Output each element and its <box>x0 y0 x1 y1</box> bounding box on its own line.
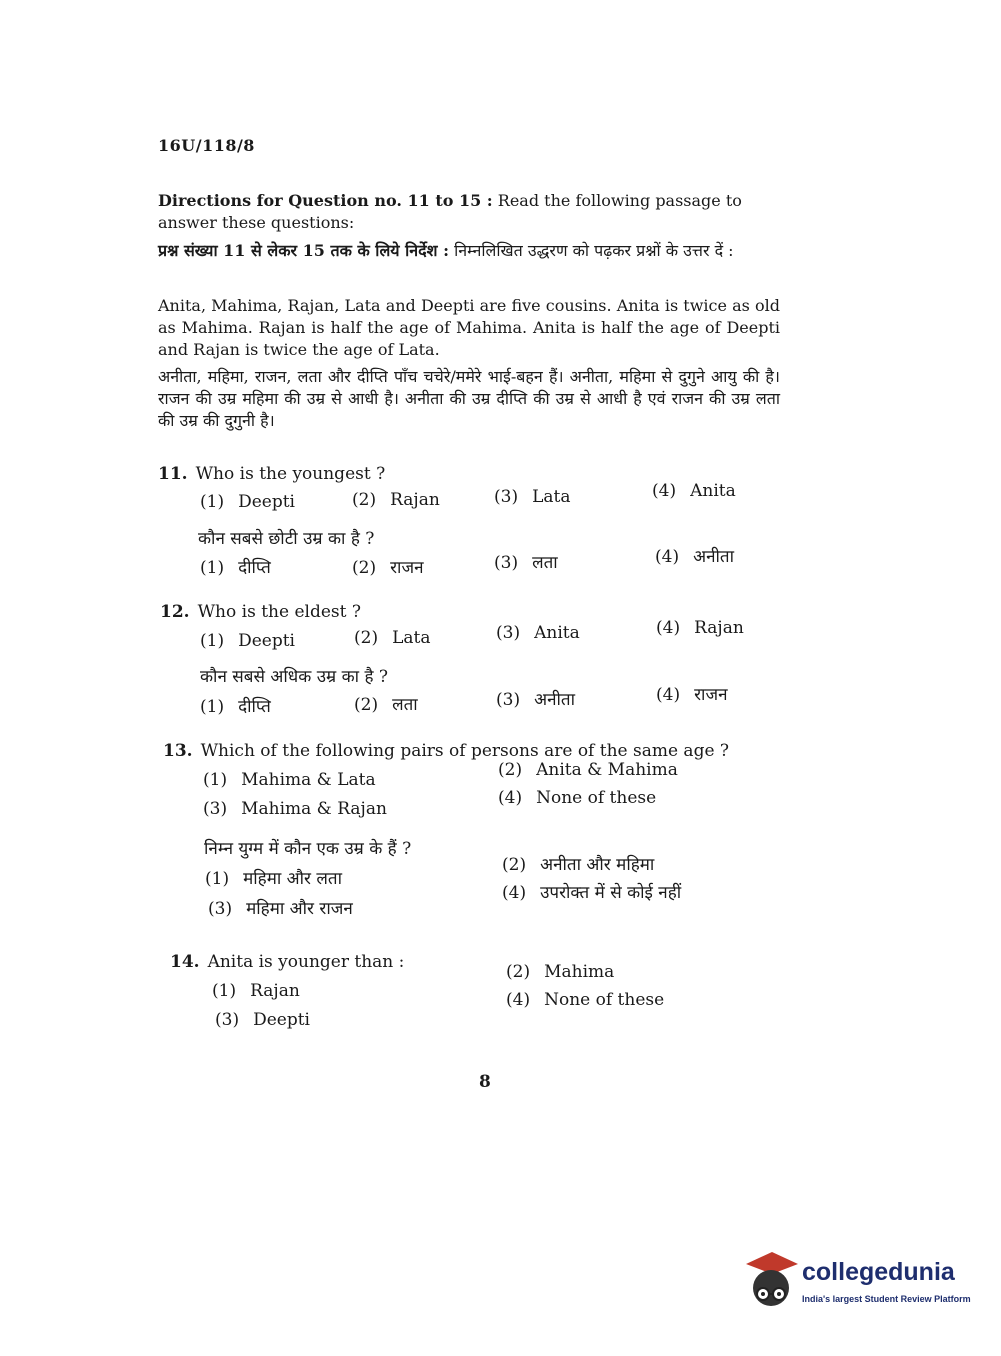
question-12-english <box>160 602 361 622</box>
question-text: Anita is younger than : <box>207 952 405 972</box>
q13-option-3: (3) Mahima & Rajan <box>203 799 387 819</box>
question-14-english <box>170 952 404 972</box>
q11-hindi-option-3: (3) लता <box>494 553 558 573</box>
q12-option-2: (2) Lata <box>354 628 431 648</box>
question-13-hindi: निम्न युग्म में कौन एक उम्र के हैं ? <box>204 839 412 859</box>
question-number: 11. <box>158 464 188 484</box>
question-11-english <box>158 464 385 484</box>
q11-hindi-option-4: (4) अनीता <box>655 547 735 567</box>
q13-option-2: (2) Anita & Mahima <box>498 760 678 780</box>
q12-hindi-option-3: (3) अनीता <box>496 690 576 710</box>
q11-option-1: (1) Deepti <box>200 492 295 512</box>
q12-hindi-option-2: (2) लता <box>354 695 418 715</box>
passage-english: Anita, Mahima, Rajan, Lata and Deepti are five cousins. Anita is twice as old as Mahima. Rajan is half the age of Mahima. Anita is half the age of Deepti and Rajan is twice the age of Lata. <box>158 296 780 359</box>
page-number: 8 <box>479 1072 491 1092</box>
directions-hindi-rest: निम्नलिखित उद्धरण को पढ़कर प्रश्नों के उत्तर दें : <box>449 241 734 260</box>
question-text: Who is the eldest ? <box>197 602 361 622</box>
question-text: Which of the following pairs of persons are of the same age ? <box>200 741 730 761</box>
q14-option-3: (3) Deepti <box>215 1010 310 1030</box>
mascot-icon <box>742 1250 800 1312</box>
collegedunia-logo <box>742 1250 972 1312</box>
q11-option-2: (2) Rajan <box>352 490 440 510</box>
q14-option-4: (4) None of these <box>506 990 665 1010</box>
q12-option-1: (1) Deepti <box>200 631 295 651</box>
q13-option-4: (4) None of these <box>498 788 657 808</box>
q11-hindi-option-1: (1) दीप्ति <box>200 558 271 578</box>
q12-option-4: (4) Rajan <box>656 618 744 638</box>
question-text: Who is the youngest ? <box>195 464 386 484</box>
q13-hindi-option-2: (2) अनीता और महिमा <box>502 855 655 875</box>
question-number: 13. <box>163 741 193 761</box>
q11-option-3: (3) Lata <box>494 487 571 507</box>
q14-option-2: (2) Mahima <box>506 962 615 982</box>
directions-hindi-bold: प्रश्न संख्या 11 से लेकर 15 तक के लिये निर्देश : <box>158 241 450 260</box>
question-number: 14. <box>170 952 200 972</box>
question-13-english <box>163 741 729 761</box>
q12-hindi-option-1: (1) दीप्ति <box>200 697 271 717</box>
q13-hindi-option-4: (4) उपरोक्त में से कोई नहीं <box>502 883 682 903</box>
q11-option-4: (4) Anita <box>652 481 736 501</box>
q14-option-1: (1) Rajan <box>212 981 300 1001</box>
directions-english-bold: Directions for Question no. 11 to 15 : <box>158 191 493 210</box>
paper-code: 16U/118/8 <box>158 136 255 155</box>
q12-option-3: (3) Anita <box>496 623 580 643</box>
logo-tagline: India's largest Student Review Platform <box>802 1294 971 1304</box>
q13-option-1: (1) Mahima & Lata <box>203 770 376 790</box>
question-number: 12. <box>160 602 190 622</box>
directions-hindi <box>158 240 780 262</box>
directions-english-rest: Read the following passage to answer these questions: <box>158 191 742 232</box>
q12-hindi-option-4: (4) राजन <box>656 685 728 705</box>
question-12-hindi: कौन सबसे अधिक उम्र का है ? <box>200 667 388 687</box>
directions-english <box>158 190 780 234</box>
passage-hindi: अनीता, महिमा, राजन, लता और दीप्ति पाँच चचेरे/ममेरे भाई-बहन हैं। अनीता, महिमा से दुगुने आयु की है। राजन की उम्र महिमा की उम्र से आधी है। अनीता की उम्र दीप्ति की उम्र से आधी है एवं राजन की उम्र लता की उम्र की दुगुनी है। <box>158 367 780 430</box>
q13-hindi-option-1: (1) महिमा और लता <box>205 869 343 889</box>
q11-hindi-option-2: (2) राजन <box>352 558 424 578</box>
logo-name: collegedunia <box>802 1258 955 1286</box>
question-11-hindi: कौन सबसे छोटी उम्र का है ? <box>198 529 375 549</box>
q13-hindi-option-3: (3) महिमा और राजन <box>208 899 353 919</box>
